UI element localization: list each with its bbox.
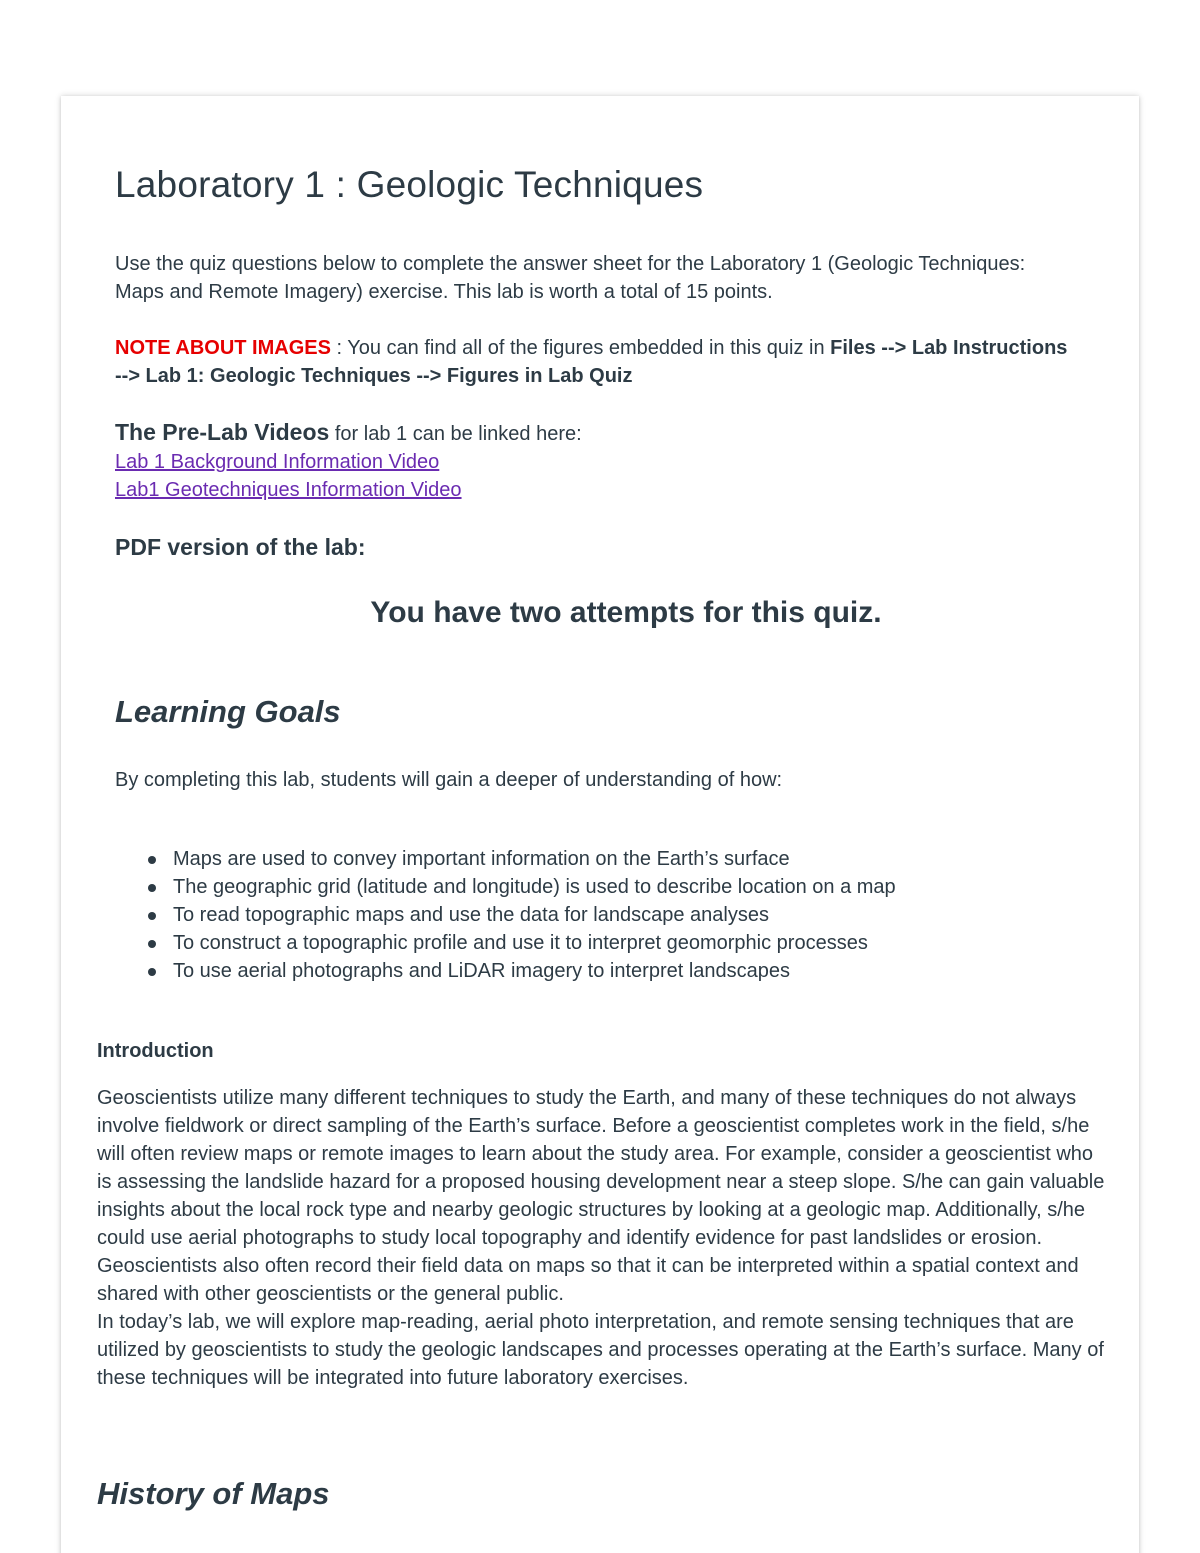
- bullet-icon: [148, 884, 156, 892]
- bullet-icon: [148, 968, 156, 976]
- list-item: To use aerial photographs and LiDAR imagery to interpret landscapes: [115, 957, 1075, 985]
- history-of-maps-heading: History of Maps: [97, 1476, 330, 1511]
- list-item: To construct a topographic profile and use it to interpret geomorphic processes: [115, 929, 1075, 957]
- prelab-text: for lab 1 can be linked here:: [329, 423, 582, 445]
- learning-goals-list: [115, 845, 1075, 985]
- list-item: The geographic grid (latitude and longitude) is used to describe location on a map: [115, 873, 1075, 901]
- prelab-videos: [115, 418, 1075, 504]
- note-text: : You can find all of the figures embedded in this quiz in: [336, 337, 831, 359]
- note-about-images: [115, 334, 1075, 390]
- pdf-version-label: PDF version of the lab:: [115, 534, 366, 560]
- bullet-icon: [148, 856, 156, 864]
- list-item: Maps are used to convey important information on the Earth’s surface: [115, 845, 1075, 873]
- bullet-icon: [148, 940, 156, 948]
- learning-goals-heading: Learning Goals: [115, 694, 341, 729]
- attempts-notice: You have two attempts for this quiz.: [370, 596, 882, 629]
- intro-text: Use the quiz questions below to complete the answer sheet for the Laboratory 1 (Geologic Techniques: Maps and Remote Imagery) exercise. This lab is worth a total of 15 points.: [115, 253, 1026, 303]
- bullet-icon: [148, 912, 156, 920]
- introduction-paragraph-1: Geoscientists utilize many different techniques to study the Earth, and many of these techniques do not always involve fieldwork or direct sampling of the Earth’s surface. Before a geoscientist completes work in the field, s/he will often review maps or remote images to learn about the study area. For example, consider a geoscientist who is assessing the landslide hazard for a proposed housing development near a steep slope. S/he can gain valuable insights about the local rock type and nearby geologic structures by looking at a geologic map. Additionally, s/he could use aerial photographs to study local topography and identify evidence for past landslides or erosion. Geoscientists also often record their field data on maps so that it can be interpreted within a spatial context and shared with other geoscientists or the general public.: [97, 1087, 1105, 1305]
- prelab-line: [115, 418, 1075, 448]
- prelab-heading: The Pre-Lab Videos: [115, 419, 330, 445]
- learning-goals-lead: By completing this lab, students will gain a deeper of understanding of how:: [115, 769, 783, 791]
- geotechniques-video-link[interactable]: Lab1 Geotechniques Information Video: [115, 479, 462, 501]
- introduction-paragraph-2: In today’s lab, we will explore map-reading, aerial photo interpretation, and remote sensing techniques that are utilized by geoscientists to study the geologic landscapes and processes operating at the Earth’s surface. Many of these techniques will be integrated into future laboratory exercises.: [97, 1311, 1104, 1389]
- introduction-text: [97, 1084, 1107, 1392]
- note-files-path: Files --> Lab Instructions --> Lab 1: Geologic Techniques --> Figures in Lab Quiz: [115, 337, 1068, 387]
- list-item: To read topographic maps and use the data for landscape analyses: [115, 901, 1075, 929]
- note-label: NOTE ABOUT IMAGES: [115, 337, 337, 359]
- introduction-heading: Introduction: [97, 1040, 214, 1062]
- background-video-link[interactable]: Lab 1 Background Information Video: [115, 451, 440, 473]
- page-title: Laboratory 1 : Geologic Techniques: [115, 164, 704, 205]
